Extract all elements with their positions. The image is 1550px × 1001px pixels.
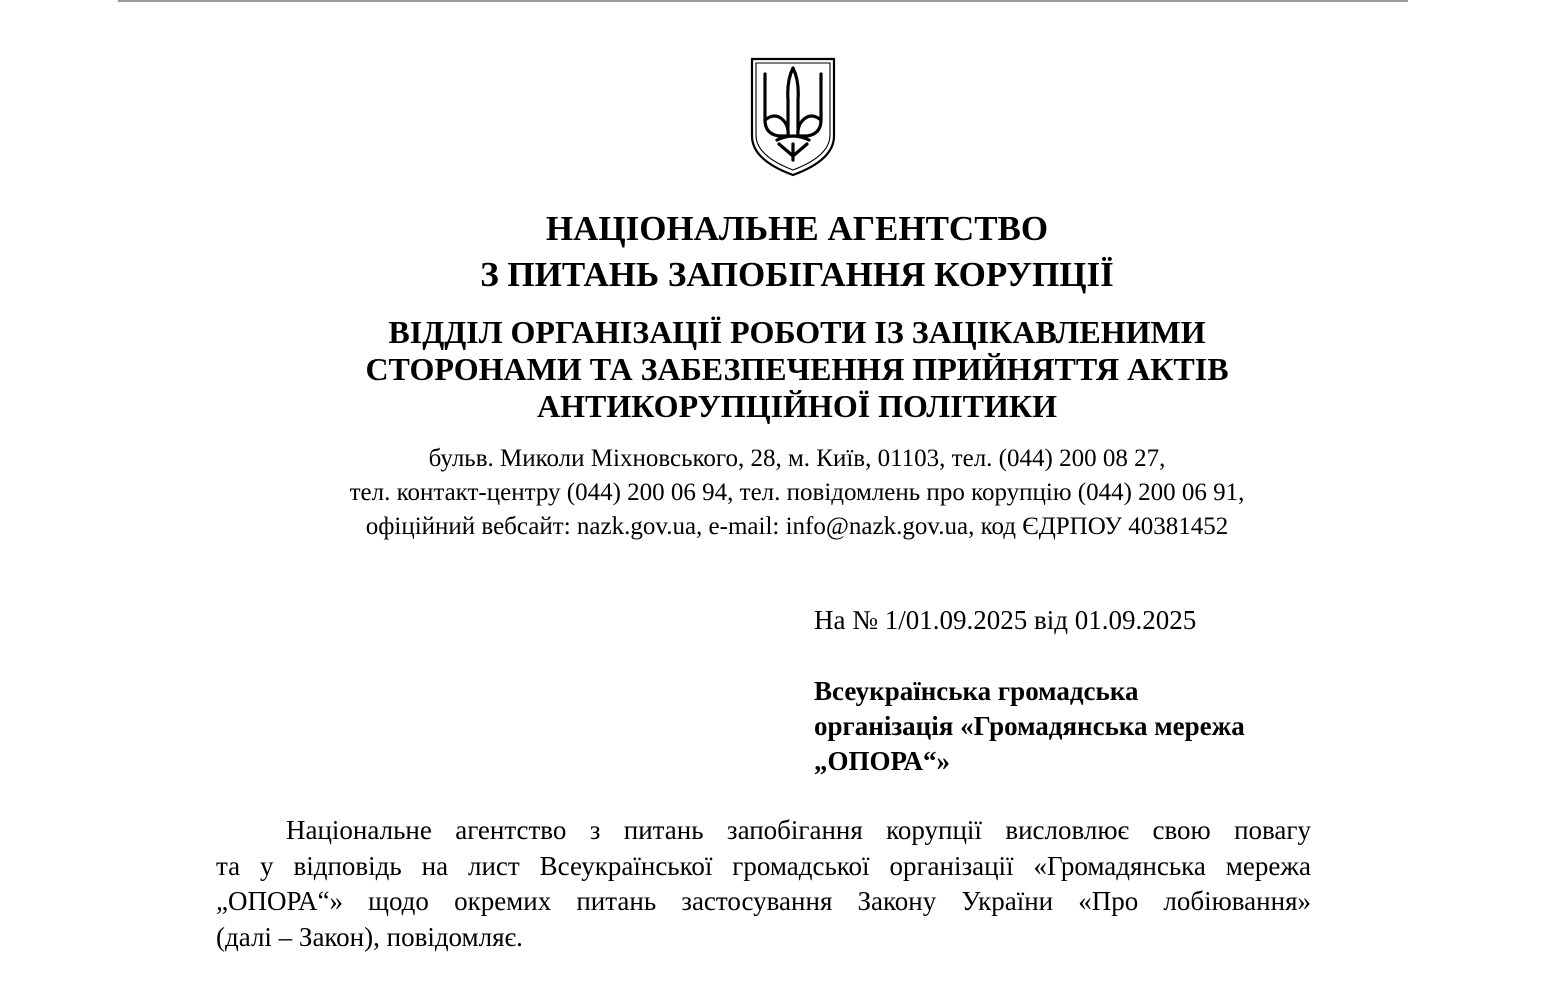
paragraph-line bbox=[216, 884, 1311, 920]
reference-number: На № 1/01.09.2025 від 01.09.2025 bbox=[814, 605, 1197, 635]
recipient-line: Всеукраїнська громадська bbox=[814, 676, 1139, 706]
paragraph-line bbox=[216, 813, 1311, 849]
department-name-line: АНТИКОРУПЦІЙНОЇ ПОЛІТИКИ bbox=[537, 388, 1057, 424]
organization-name-line: З ПИТАНЬ ЗАПОБІГАННЯ КОРУПЦІЇ bbox=[480, 255, 1114, 294]
department-name bbox=[0, 314, 1550, 425]
paragraph-line bbox=[216, 920, 1311, 956]
paragraph-line bbox=[216, 849, 1311, 885]
paragraph-line-text: „ОПОРА“» щодо окремих питань застосування Закону України «Про лобіювання» bbox=[216, 886, 1311, 916]
paragraph-line-text: (далі – Закон), повідомляє. bbox=[216, 921, 523, 952]
recipient-line: організація «Громадянська мережа bbox=[814, 711, 1245, 741]
trident-coat-of-arms-icon bbox=[749, 56, 837, 178]
organization-name-line: НАЦІОНАЛЬНЕ АГЕНТСТВО bbox=[545, 209, 1049, 248]
page-top-edge bbox=[118, 0, 1408, 2]
organization-name bbox=[0, 206, 1550, 298]
paragraph-line-text: Національне агентство з питань запобігання корупції висловлює свою повагу bbox=[286, 815, 1311, 845]
contact-line-address: бульв. Миколи Міхновського, 28, м. Київ, 01103, тел. (044) 200 08 27, bbox=[428, 445, 1166, 472]
department-name-line: ВІДДІЛ ОРГАНІЗАЦІЇ РОБОТИ ІЗ ЗАЦІКАВЛЕНИМИ bbox=[388, 314, 1206, 350]
recipient-block bbox=[814, 674, 1334, 779]
letter-body-paragraph bbox=[216, 813, 1311, 955]
contact-line-phones: тел. контакт-центру (044) 200 06 94, тел. повідомлень про корупцію (044) 200 06 91, bbox=[349, 479, 1245, 506]
department-name-line: СТОРОНАМИ ТА ЗАБЕЗПЕЧЕННЯ ПРИЙНЯТТЯ АКТІВ bbox=[365, 351, 1229, 387]
recipient-line: „ОПОРА“» bbox=[814, 746, 951, 776]
contact-info bbox=[0, 442, 1550, 544]
contact-line-web: офіційний вебсайт: nazk.gov.ua, e-mail: info@nazk.gov.ua, код ЄДРПОУ 40381452 bbox=[365, 513, 1229, 540]
paragraph-line-text: та у відповідь на лист Всеукраїнської громадської організації «Громадянська мережа bbox=[216, 850, 1311, 881]
